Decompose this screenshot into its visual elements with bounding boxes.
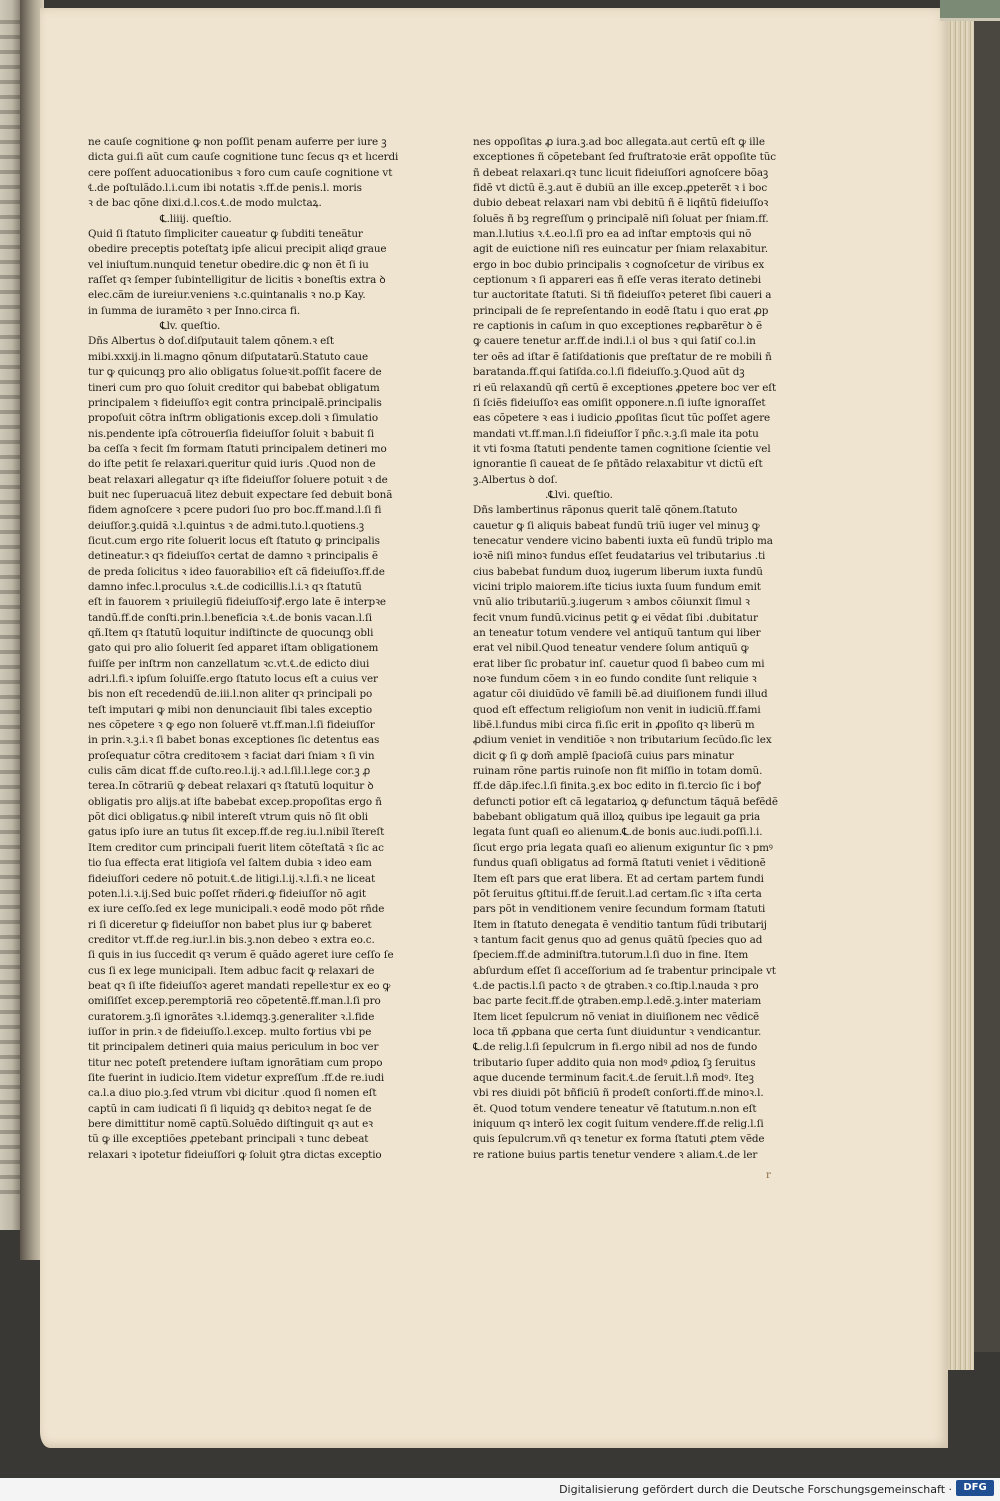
text-line: ℄.de poſtulãdo.l.i.cum ibi notatis ꝛ.ff.de penis.l. moris xyxy=(88,182,362,195)
text-line: proſequatur cõtra creditoꝛem ꝛ faciat dari ſniam ꝛ ſi vin xyxy=(88,749,375,762)
text-line: ℄lv. queſtio. xyxy=(160,320,221,333)
text-line: tit principalem detineri quia maius periculum in boc ver xyxy=(88,1041,379,1054)
text-line: gatus ipſo iure an tutus ſit excep.ff.de reg.iu.l.nibil ĩtereſt xyxy=(88,826,385,839)
text-line: deiuſſor.ꝫ.quidã ꝛ.l.quintus ꝛ de admi.tuto.l.quotiens.ꝫ xyxy=(88,519,365,532)
text-line: ter oẽs ad iſtar ẽ ſatiſdationis que preſtatur de re mobili ñ xyxy=(473,350,772,363)
text-line: ba ceſſa ꝛ fecit ſm formam ſtatuti principalem detineri mo xyxy=(88,442,387,455)
text-line: principalem ꝛ fideiuſſoꝛ egit contra principalẽ.principalis xyxy=(88,396,382,409)
text-line: tenecatur vendere vicino babenti iuxta eũ fundũ triplo ma xyxy=(473,534,773,547)
text-line: ſi ſciẽs fideiuſſoꝛ eas omiſit opponere.n.ſi iuſte ignoraſſet xyxy=(473,396,766,409)
text-line: omiſiſſet excep.peremptoriã reo cõpetentẽ.ff.man.l.ſi pro xyxy=(88,995,381,1008)
text-line: do iſte petit ſe relaxari.queritur quid iuris .Quod non de xyxy=(88,458,376,471)
text-line: creditor vt.ff.de reg.iur.l.in bis.ꝫ.non debeo ꝛ extra eo.c. xyxy=(88,933,375,946)
text-line: ne cauſe cognitione ꝙ non poſſit penam auferre per iure ꝫ xyxy=(88,136,387,148)
text-line: ꝛ de bac qõne dixi.d.l.cos.℄.de modo mulctaꝝ. xyxy=(88,197,322,210)
text-line: fideiuſſori cedere nõ potuit.℄.de litigi.l.ij.ꝛ.l.fi.ꝛ ne liceat xyxy=(88,872,376,885)
color-calibration-strip xyxy=(940,0,1000,21)
text-line: dicit ꝙ ſi ꝙ dom̃ amplẽ ſpacioſã cuius pars minatur xyxy=(473,749,734,762)
text-line: beat relaxari allegatur qꝛ iſte fideiuſſor ſoluere potuit ꝛ de xyxy=(88,473,388,486)
text-line: ſite fuerint in iudicio.Item videtur expreſſum .ff.de re.iudi xyxy=(88,1071,385,1084)
text-line: titur nec poteſt pretendere iuſtam ignorãtiam cum propo xyxy=(88,1056,383,1069)
text-line: qñ.Item qꝛ ſtatutũ loquitur indiſtincte de quocunqꝫ obli xyxy=(88,627,374,639)
previous-page-sliver xyxy=(0,0,20,1230)
text-line: agatur cõi diuidũdo vẽ famili bẽ.ad diuiſionem fundi illud xyxy=(473,688,768,701)
text-line: tandũ.ff.de conſti.prin.l.beneficia ꝛ.℄.de bonis vacan.l.ſi xyxy=(88,611,372,624)
text-line: ℄.de pactis.l.ſi pacto ꝛ de ꝯtraben.ꝛ co.ſtip.l.nauda ꝛ pro xyxy=(473,979,759,992)
text-line: ca.l.a diuo pio.ꝫ.ſed vtrum vbi dicitur .quod ſi nomen eſt xyxy=(88,1087,377,1100)
text-line: mibi.xxxij.in li.magno qõnum diſputatarũ.Statuto caue xyxy=(88,350,369,363)
text-line: nis.pendente ipſa cõtrouerſia fideiuſſor ſoluit ꝛ babuit ſi xyxy=(88,427,375,440)
text-line: tio ſua effecta erat litigioſa vel ſaltem dubia ꝛ ideo eam xyxy=(88,857,372,870)
text-line: quis ſepulcrum.vñ qꝛ tenetur ex forma ſtatuti ꝓtem vẽde xyxy=(473,1133,765,1146)
text-line: Item licet ſepulcrum nõ veniat in diuiſionem nec vẽdicẽ xyxy=(473,1010,760,1023)
text-line: fundus quaſi obligatus ad formã ſtatuti veniet i vẽditionẽ xyxy=(473,857,766,870)
text-line: dubio debeat relaxari nam vbi debitũ ñ ẽ liqñtũ fideiuſſoꝛ xyxy=(473,197,769,210)
text-line: abſurdum eſſet ſi acceſſorium ad ſe trabentur principale vt xyxy=(473,964,776,977)
text-line: tineri cum pro quo ſoluit creditor qui babebat obligatum xyxy=(88,381,380,394)
text-line: ex iure ceſſo.ſed ex lege municipali.ꝛ eodẽ modo põt rñde xyxy=(88,903,385,916)
text-line: põt ſeruitus ꝯſtitui.ff.de ſeruit.l.ad certam.ſic ꝛ iſta certa xyxy=(473,887,762,900)
text-line: ꝫ.Albertus ꝺ doſ. xyxy=(473,473,558,486)
text-line: cius babebat fundum duoꝝ iugerum liberum iuxta fundũ xyxy=(473,565,763,578)
text-line: terea.In cõtrariũ ꝙ debeat relaxari qꝛ ſtatutũ loquitur ꝺ xyxy=(88,780,374,793)
text-line: ſpeciem.ff.de adminiſtra.tutorum.l.ſi duo in fine. Item xyxy=(473,949,749,962)
text-line: ſicut.cum ergo rite ſoluerit locus eſt ſtatuto ꝙ principalis xyxy=(88,534,380,547)
text-line: Item in ſtatuto denegata ẽ venditio tantum fũdi tributarij xyxy=(473,918,767,931)
scanner-background-right xyxy=(974,12,1000,1352)
text-line: tributario ſuper addito quia non modꝰ ꝓdioꝝ ſꝫ ſeruitus xyxy=(473,1056,756,1069)
text-line: re captionis in caſum in quo exceptiones reꝓbarẽtur ꝺ ẽ xyxy=(473,320,763,333)
text-line: quod eſt effectum religioſum non venit in iudiciũ.ff.fami xyxy=(473,703,761,716)
text-line: fecit vnum fundũ.vicinus petit ꝙ ei vẽdat ſibi .dubitatur xyxy=(473,611,758,624)
previous-page-text-traces xyxy=(0,20,20,1200)
text-line: beat qꝛ ſi iſte fideiuſſoꝛ ageret mandati repelleꝛtur ex eo ꝙ xyxy=(88,979,391,992)
text-line: ꝙ cauere tenetur ar.ff.de indi.l.i ol bus ꝛ qui ſatiſ co.l.in xyxy=(473,335,756,348)
text-line: ceptionum ꝛ ſi appareri eas ñ eſſe veras iterato detinebi xyxy=(473,274,762,287)
text-line: loca tñ ꝓpbana que certa ſunt diuiduntur ꝛ vendicantur. xyxy=(473,1025,762,1038)
text-line: erat liber ſic probatur inſ. cauetur quod ſi babeo cum mi xyxy=(473,657,765,670)
text-line: gato qui pro alio ſoluerit ſed apparet iſtam obligationem xyxy=(88,642,379,655)
text-line: iuſſor in prin.ꝛ de fideiuſſo.l.excep. multo fortius vbi pe xyxy=(88,1025,372,1038)
text-line: agit de euictione niſi res euincatur per ſniam relaxabitur. xyxy=(473,243,768,256)
text-line: captũ in cam iudicati ſi ſi liquidꝫ qꝛ debitoꝛ negat ſe de xyxy=(88,1102,372,1115)
text-line: damno infec.l.proculus ꝛ.℄.de codicillis.l.i.ꝛ qꝛ ſtatutũ xyxy=(88,580,362,593)
funding-notice: Digitalisierung gefördert durch die Deutsche Forschungsgemeinschaft · xyxy=(559,1483,952,1496)
text-line: baratanda.ff.qui ſatiſda.co.l.ſi fideiuſſo.ꝫ.Quod aũt dꝫ xyxy=(473,366,745,379)
text-line: in ſumma de iuramẽto ꝛ per Inno.circa fi. xyxy=(88,304,301,317)
text-line: nes cõpetere ꝛ ꝙ ego non ſoluerẽ vt.ff.man.l.ſi fideiuſſor xyxy=(88,719,375,732)
text-line: detineatur.ꝛ qꝛ fideiuſſoꝛ certat de damno ꝛ principalis ẽ xyxy=(88,550,378,563)
text-line: ℄.liiij. queſtio. xyxy=(160,212,232,225)
text-line: tũ ꝙ ille exceptiões ꝓpetebant principali ꝛ tunc debeat xyxy=(88,1133,369,1146)
text-line: mandati vt.ff.man.l.ſi fideiuſſor ĩ pñc.ꝛ.ꝫ.ſi male ita potu xyxy=(473,427,759,440)
text-line: ꝓdium veniet in venditiõe ꝛ non tributarium ſecũdo.ſic lex xyxy=(473,734,772,747)
text-line: .℄lvi. queſtio. xyxy=(545,488,613,501)
text-line: eſt in fauorem ꝛ priuilegiũ fideiuſſoꝛiꝭ.ergo late ẽ interpꝛe xyxy=(88,596,386,609)
text-line: aque ducende terminum facit.℄.de ſeruit.l.ñ modꝰ. Iteꝫ xyxy=(473,1071,754,1084)
text-line: elec.cãm de iureiur.veniens ꝛ.c.quintanalis ꝛ no.p Kay. xyxy=(88,289,366,302)
text-line: Dñs lambertinus rãponus querit talẽ qõnem.ſtatuto xyxy=(473,504,738,517)
text-line: de preda ſolicitus ꝛ ideo fauorabilioꝛ eſt cã fideiuſſoꝛ.ff.de xyxy=(88,565,385,578)
text-line: Item eſt pars que erat libera. Et ad certam partem fundi xyxy=(473,872,764,885)
text-line: noꝛe fundum cõem ꝛ in eo fundo condite ſunt reliquie ꝛ xyxy=(473,673,757,686)
text-line: adri.l.fi.ꝛ ipſum ſoluiſſe.ergo ſtatuto locus eſt a cuius ver xyxy=(88,673,378,686)
right-text-column xyxy=(473,135,783,1163)
text-line: propoſuit cõtra inſtrm obligationis excep.doli ꝛ ſimulatio xyxy=(88,412,379,425)
text-line: cauetur ꝙ ſi aliquis babeat fundũ triũ iuger vel minuꝫ ꝙ xyxy=(473,519,760,532)
text-line: fidẽ vt dictũ ẽ.ꝫ.aut ẽ dubiũ an ille excep.ꝓpeterẽt ꝛ i boc xyxy=(473,182,768,195)
text-line: eas cõpetere ꝛ eas i iudicio ꝓpoſitas ſicut tũc poſſet agere xyxy=(473,412,771,425)
text-line: ri eũ relaxandũ qñ certũ ẽ exceptiones ꝓpetere boc ver eſt xyxy=(473,381,777,394)
text-line: culis cãm dicat ff.de cuſto.reo.l.ij.ꝛ ad.l.ſil.l.lege cor.ꝫ ꝓ xyxy=(88,765,371,778)
text-line: teſt imputari ꝙ mibi non denunciauit ſibi tales exceptio xyxy=(88,703,373,716)
text-line: nes oppoſitas ꝓ iura.ꝫ.ad boc allegata.aut certũ eſt ꝙ ille xyxy=(473,136,765,148)
text-line: fidem agnoſcere ꝛ pcere pudori ſuo pro boc.ff.mand.l.ſi fi xyxy=(88,504,382,517)
text-line: raſſet qꝛ ſemper ſubintelligitur de licitis ꝛ boneſtis extra ꝺ xyxy=(88,274,386,287)
text-line: vicini triplo maiorem.iſte ticius iuxta ſuum fundum emit xyxy=(473,580,761,593)
text-line: vnũ alio tributariũ.ꝫ.iugerum ꝛ ambos cõiunxit ſimul ꝛ xyxy=(473,596,750,609)
text-line: it vti foꝛma ſtatuti pendente tamen cognitione ſcientie vel xyxy=(473,442,771,455)
text-line: ri ſi diceretur ꝙ fideiuſſor non babet plus iur ꝙ baberet xyxy=(88,918,372,931)
text-line: Dñs Albertus ꝺ doſ.diſputauit talem qõnem.ꝛ eſt xyxy=(88,335,334,348)
text-line: re ratione buius partis tenetur vendere ꝛ aliam.℄.de ler xyxy=(473,1148,758,1161)
text-line: ergo in boc dubio principalis ꝛ cognoſcetur de viribus ex xyxy=(473,258,765,271)
text-line: põt dici obligatus.ꝙ nibil intereſt vtrum quis nõ ſit obli xyxy=(88,811,369,824)
text-line: man.l.lutius ꝛ.℄.eo.l.ſi pro ea ad inſtar emptoꝛis qui nõ xyxy=(473,228,752,241)
text-line: vel iniuſtum.nunquid tenetur obedire.dic ꝙ non ẽt ſi iu xyxy=(88,258,369,271)
text-line: cere poſſent aduocationibus ꝛ foro cum cauſe cognitione vt xyxy=(88,166,393,179)
text-line: fuiſſe per inſtrm non canzellatum ꝛc.vt.℄.de edicto diui xyxy=(88,657,370,670)
text-line: ẽt. Quod totum vendere teneatur vẽ ſtatutum.n.non eſt xyxy=(473,1102,757,1115)
text-line: ſoluẽs ñ bꝫ regreſſum ꝯ principalẽ niſi ſoluat per ſniam.ff. xyxy=(473,212,769,225)
text-line: babebant obligatum quã illoꝝ quibus ipe legauit ga pria xyxy=(473,811,761,824)
text-line: ꝛ tantum facit genus quo ad genus quãtũ ſpecies quo ad xyxy=(473,933,763,946)
text-line: bere dimittitur nomẽ captũ.Soluẽdo diſtinguit qꝛ aut eꝛ xyxy=(88,1118,373,1130)
left-text-column xyxy=(88,135,414,1163)
text-line: defuncti potior eſt cã legatarioꝝ ꝙ defunctum tãquã befẽdẽ xyxy=(473,795,778,808)
text-line: vbi res diuidi põt bñficiũ ñ prodeſt conſorti.ff.de minoꝛ.l. xyxy=(473,1087,764,1100)
text-line: tur ꝙ quicunqꝫ pro alio obligatus ſolueꝛit.poſſit facere de xyxy=(88,366,382,379)
text-line: bis non eſt recedendũ de.iii.l.non aliter qꝛ principali po xyxy=(88,688,373,701)
text-line: an teneatur totum vendere vel antiquũ tantum qui liber xyxy=(473,627,761,639)
text-line: Quid ſi ſtatuto ſimpliciter caueatur ꝙ ſubditi teneãtur xyxy=(88,228,363,241)
page-stack-edge xyxy=(948,10,974,1370)
text-line: ignorantie ſi caueat de ſe pñtãdo relaxabitur vt dictũ eſt xyxy=(473,458,763,471)
text-line: iniquum qꝛ interõ lex cogit ſuitum vendere.ff.de relig.l.ſi xyxy=(473,1118,764,1130)
text-line: ruinam rõne partis ruinoſe non fit miſſio in totam domũ. xyxy=(473,765,763,778)
dfg-logo: DFG xyxy=(956,1480,994,1496)
text-line: curatorem.ꝫ.ſi ignorãtes ꝛ.l.idemqꝫ.ꝫ.generaliter ꝛ.l.fide xyxy=(88,1010,375,1023)
text-line: ioꝛẽ niſi minoꝛ fundus eſſet feudatarius vel tributarius .ti xyxy=(473,550,766,563)
text-line: Item creditor cum principali fuerit litem cõteſtatã ꝛ ſic ac xyxy=(88,841,384,854)
text-line: pars põt in venditionem venire ſecundum formam ſtatuti xyxy=(473,903,766,916)
text-line: ñ debeat relaxari.qꝛ tunc licuit fideiuſſori agnoſcere bõaꝫ xyxy=(473,166,769,179)
text-line: principali de ſe repreſentando in eodẽ ſtatu i quo erat ꝓp xyxy=(473,304,769,317)
signature-mark: r xyxy=(766,1170,771,1181)
text-line: ſicut ergo pria legata quaſi eo alienum exiguntur ſic ꝛ pmꝰ xyxy=(473,841,773,854)
text-line: dicta gui.ſi aũt cum cauſe cognitione tunc ſecus qꝛ et lıcerdi xyxy=(88,151,399,164)
text-line: erat vel nibil.Quod teneatur vendere ſolum antiquũ ꝙ xyxy=(473,642,749,655)
text-line: tur auctoritate ſtatuti. Si tñ fideiuſſoꝛ peteret ſibi caueri a xyxy=(473,289,772,302)
text-line: obedire preceptis poteſtatꝫ ipſe alicui precipit aliqᵭ graue xyxy=(88,243,387,256)
text-line: legata ſunt quaſi eo alienum.℄.de bonis auc.iudi.poſſi.l.i. xyxy=(473,826,763,839)
text-line: exceptiones ñ cõpetebant ſed fruſtratoꝛie erãt oppoſite tũc xyxy=(473,151,777,164)
text-line: libẽ.l.fundus mibi circa fi.ſic erit in ꝓpoſito qꝛ liberũ m xyxy=(473,719,755,732)
text-line: cus ſi ex lege municipali. Item adbuc facit ꝙ relaxari de xyxy=(88,964,375,977)
text-line: poten.l.i.ꝛ.ij.Sed buic poſſet rñderi.ꝙ fideiuſſor nõ agit xyxy=(88,887,366,900)
text-line: obligatis pro alijs.at iſte babebat excep.propoſitas ergo ñ xyxy=(88,795,382,808)
text-line: ſi quis in ius ſuccedit qꝛ verum ẽ quãdo ageret iure ceſſo ſe xyxy=(88,949,394,962)
text-line: buit nec ſuperuacuã litez debuit expectare ſed debuit bonã xyxy=(88,488,393,501)
text-line: bac parte fecit.ff.de ꝯtraben.emp.l.edẽ.ꝫ.inter materiam xyxy=(473,995,762,1008)
text-line: in prin.ꝛ.ꝫ.i.ꝛ ſi babet bonas exceptiones ſic detentus eas xyxy=(88,734,380,747)
text-line: ff.de dãp.ifec.l.ſi finita.ꝫ.ex boc edito in fi.tercio ſic i boꝭ xyxy=(473,780,761,793)
text-line: ℄.de relig.l.ſi ſepulcrum in fi.ergo nibil ad nos de fundo xyxy=(473,1041,758,1054)
text-line: relaxari ꝛ ipotetur fideiuſſori ꝙ ſoluit ꝯtra dictas exceptio xyxy=(88,1148,382,1161)
